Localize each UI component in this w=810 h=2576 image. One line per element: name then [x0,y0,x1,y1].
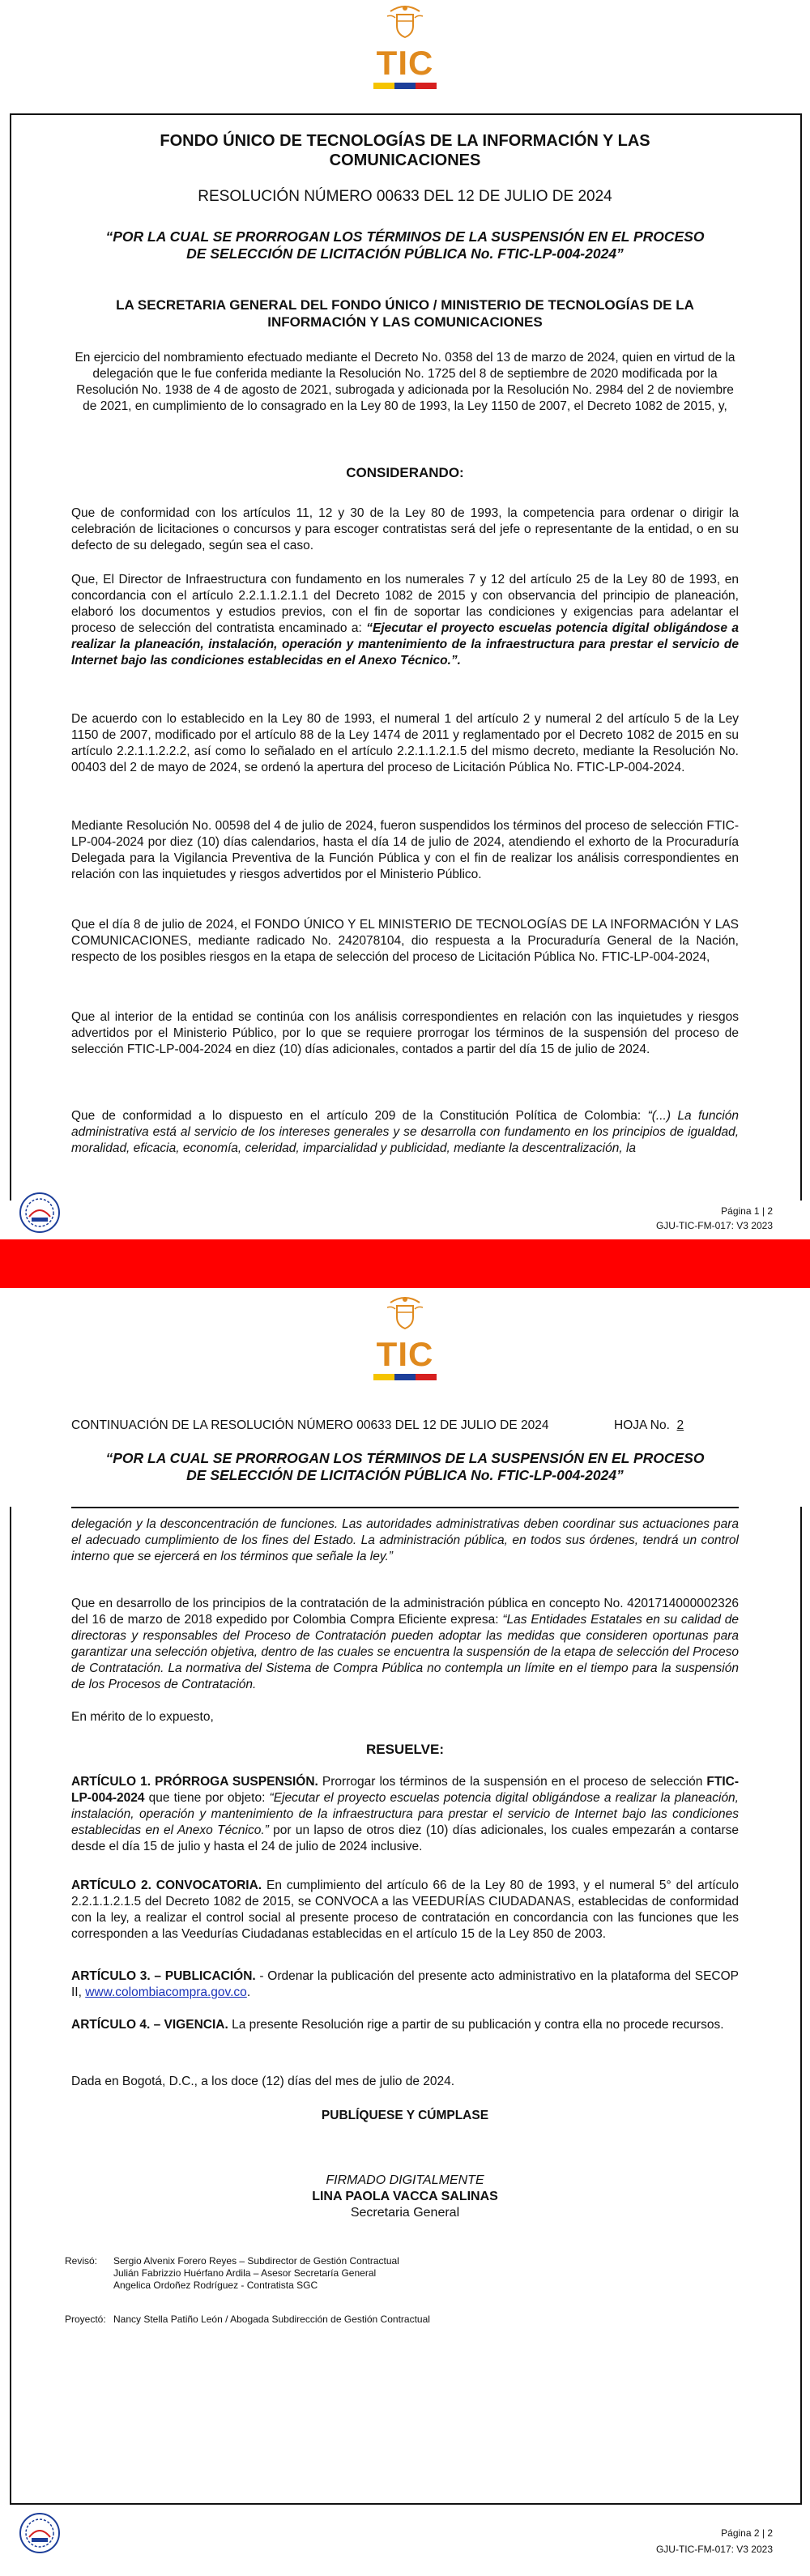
logo-text: TIC [376,1335,434,1373]
org-title: FONDO ÚNICO DE TECNOLOGÍAS DE LA INFORMACIÓN Y LAS COMUNICACIONES [160,132,650,169]
secop-link[interactable]: www.colombiacompra.gov.co [85,1985,247,1999]
digital-signature-note: FIRMADO DIGITALMENTE [326,2173,484,2187]
projected-by: Proyectó: Nancy Stella Patiño León / Abogada Subdirección de Gestión Contractual [65,2314,430,2325]
sheet-number: HOJA No. 2 [614,1418,684,1432]
government-seal-icon [18,2511,62,2555]
page-1 [0,0,810,1239]
page-number: Página 2 | 2 [721,2527,773,2539]
tic-logo [356,1291,454,1405]
signer-role: Secretaria General [350,2206,460,2220]
resolution-subject: “POR LA CUAL SE PRORROGAN LOS TÉRMINOS DE LA SUSPENSIÓN EN EL PROCESO DE SELECCIÓN DE LICITACIÓN PÚBLICA No. FTIC-LP-004-2024” [105,1450,705,1483]
resuelve-heading: RESUELVE: [365,1742,445,1757]
resolution-number: RESOLUCIÓN NÚMERO 00633 DEL 12 DE JULIO DE 2024 [198,188,612,205]
form-code: GJU-TIC-FM-017: V3 2023 [655,2544,773,2555]
article-4: ARTÍCULO 4. – VIGENCIA. La presente Resolución rige a partir de su publicación y contra ella no procede recursos. [71,2018,724,2032]
considering-paragraph-1: Que de conformidad con los artículos 11, 12 y 30 de la Ley 80 de 1993, la competencia para ordenar o dirigir la celebración de licitaciones o concursos y para escoger contratistas será del jefe o representante de la entidad, o en su defecto de su delegado, según sea el caso. [71,506,739,552]
article-3: ARTÍCULO 3. – PUBLICACIÓN. - Ordenar la publicación del presente acto administrativo en la plataforma del SECOP II, www.colombiacompra.gov.co. [71,1969,739,1999]
form-code: GJU-TIC-FM-017: V3 2023 [655,1220,773,1231]
considering-paragraph-5: Que el día 8 de julio de 2024, el FONDO ÚNICO Y EL MINISTERIO DE TECNOLOGÍAS DE LA INFORMACIÓN Y LAS COMUNICACIONES, mediante radicado No. 242078104, dio respuesta a la Procuraduría General de la Nación, respecto de los posibles riesgos en la etapa de selección del proceso de Licitación Pública No. FTIC-LP-004-2024, [71,918,739,964]
concept-paragraph: Que en desarrollo de los principios de la contratación de la administración pública en concepto No. 4201714000002326 del 16 de marzo de 2018 expedido por Colombia Compra Eficiente expresa: “Las Entidades Estatales en su calidad de directoras y responsables del Proceso de Contratación pueden adoptar las medidas que consideren oportunas para garantizar una selección objetiva, dentro de las cuales se encuentra la suspensión de la etapa de selección del Proceso de Contratación. La normativa del Sistema de Compra Pública no contempla un límite en el tiempo para la suspensión de los Procesos de Contratación. [71,1597,739,1691]
issue-date: Dada en Bogotá, D.C., a los doce (12) días del mes de julio de 2024. [71,2075,455,2088]
flag-stripe [373,83,437,89]
considering-paragraph-3: De acuerdo con lo establecido en la Ley 80 de 1993, el numeral 1 del artículo 2 y numeral 2 del artículo 5 de la Ley 1150 de 2007, modificado por el artículo 88 de la Ley 1474 de 2011 y reglamentado por el Decreto 1082 de 2015 en su artículo 2.2.1.1.2.2.2, así como lo señalado en el artículo 2.2.1.1.2.1.5 del mismo decreto, mediante la Resolución No. 00403 del 2 de mayo de 2024, se ordenó la apertura del proceso de Licitación Pública No. FTIC-LP-004-2024. [71,712,739,774]
considering-paragraph-6: Que al interior de la entidad se continúa con los análisis correspondientes en relación con las inquietudes y riesgos advertidos por el Ministerio Público, por lo que se requiere prorrogar los términos de la suspensión del proceso de selección FTIC-LP-004-2024 en diez (10) días adicionales, contados a partir del día 15 de julio de 2024. [71,1010,739,1056]
considering-paragraph-2: Que, El Director de Infraestructura con fundamento en los numerales 7 y 12 del artículo 25 de la Ley 80 de 1993, en concordancia con el artículo 2.2.1.1.2.1.1 del Decreto 1082 de 2015 y con observancia del principio de planeación, elaboró los documentos y estudios previos, con el fin de soportar las condiciones y exigencias para adelantar el proceso de selección del contratista encaminado a: “Ejecutar el proyecto escuelas potencia digital obligándose a realizar la planeación, instalación, operación y mantenimiento de la infraestructura para prestar el servicio de Internet bajo las condiciones establecidas en el Anexo Técnico.”. [71,573,739,667]
flag-stripe [373,1374,437,1380]
considering-paragraph-7: Que de conformidad a lo dispuesto en el artículo 209 de la Constitución Política de Colombia: “(...) La función administrativa está al servicio de los intereses generales y se desarrolla con fundamento en los principios de igualdad, moralidad, eficacia, economía, celeridad, imparcialidad y publicidad, mediante la descentralización, la [71,1109,739,1155]
page-separator [0,1239,810,1288]
article-2: ARTÍCULO 2. CONVOCATORIA. En cumplimiento del artículo 66 de la Ley 80 de 1993, y el numeral 5° del artículo 2.2.1.1.2.1.5 del Decreto 1082 de 2015, se CONVOCA a las VEEDURÍAS CIUDADANAS, establecidas de conformidad con la ley, a realizar el control social al presente proceso de contratación en concordancia con las funciones que les corresponden a las Veedurías Ciudadanas establecidas en el artículo 15 de la Ley 850 de 2003. [71,1879,739,1941]
issuing-authority: LA SECRETARIA GENERAL DEL FONDO ÚNICO / MINISTERIO DE TECNOLOGÍAS DE LA INFORMACIÓN Y LAS COMUNICACIONES [116,297,694,330]
page-number: Página 1 | 2 [721,1205,773,1217]
considering-paragraph-4: Mediante Resolución No. 00598 del 4 de julio de 2024, fueron suspendidos los términos del proceso de selección FTIC-LP-004-2024 por diez (10) días calendarios, hasta el día 14 de julio de 2024, atendiendo el exhorto de la Procuraduría Delegada para la Vigilancia Preventiva de la Función Pública y con el fin de realizar los análisis correspondientes en relación con las inquietudes y riesgos advertidos por el Ministerio Público. [71,819,739,881]
coat-of-arms-icon [382,0,428,45]
reviewed-by: Revisó: Sergio Alvenix Forero Reyes – Subdirector de Gestión Contractual Julián Fabrizzio Huérfano Ardila – Asesor Secretaría General Angelica Ordoñez Rodríguez - Contratista SGC [65,2255,399,2291]
merit-line: En mérito de lo expuesto, [71,1710,214,1724]
page-2 [0,1288,810,2576]
intro-paragraph: En ejercicio del nombramiento efectuado mediante el Decreto No. 0358 del 13 de marzo de 2024, quien en virtud de la delegación que le fue conferida mediante la Resolución No. 1725 del 8 de septiembre de 2020 modificada por la Resolución No. 1938 de 4 de agosto de 2021, subrogada y adicionada por la Resolución No. 2984 del 2 de noviembre de 2021, en cumplimiento de lo consagrado en la Ley 80 de 1993, la Ley 1150 de 2007, el Decreto 1082 de 2015, y, [75,351,735,413]
signer-name: LINA PAOLA VACCA SALINAS [312,2190,498,2203]
logo-text: TIC [376,44,434,82]
publish-notice: PUBLÍQUESE Y CÚMPLASE [321,2109,489,2122]
continuation-header: CONTINUACIÓN DE LA RESOLUCIÓN NÚMERO 00633 DEL 12 DE JULIO DE 2024 HOJA No. 2 [71,1418,684,1432]
considerando-heading: CONSIDERANDO: [346,465,464,480]
continued-paragraph: delegación y la desconcentración de funciones. Las autoridades administrativas deben coordinar sus actuaciones para el adecuado cumplimiento de los fines del Estado. La administración pública, en todos sus órdenes, tendrá un control interno que se ejercerá en los términos que señale la ley.” [71,1517,739,1563]
coat-of-arms-icon [382,1291,428,1337]
article-1: ARTÍCULO 1. PRÓRROGA SUSPENSIÓN. Prorrogar los términos de la suspensión en el proceso de selección FTIC-LP-004-2024 que tiene por objeto: “Ejecutar el proyecto escuelas potencia digital obligándose a realizar la planeación, instalación, operación y mantenimiento de la infraestructura para prestar el servicio de Internet bajo las condiciones establecidas en el Anexo Técnico.” por un lapso de otros diez (10) días adicionales, los cuales empezarán a contarse desde el día 15 de julio y hasta el 24 de julio de 2024 inclusive. [71,1775,740,1853]
tic-logo [356,0,454,113]
government-seal-icon [18,1191,62,1235]
resolution-subject: “POR LA CUAL SE PRORROGAN LOS TÉRMINOS DE LA SUSPENSIÓN EN EL PROCESO DE SELECCIÓN DE LICITACIÓN PÚBLICA No. FTIC-LP-004-2024” [105,228,705,262]
